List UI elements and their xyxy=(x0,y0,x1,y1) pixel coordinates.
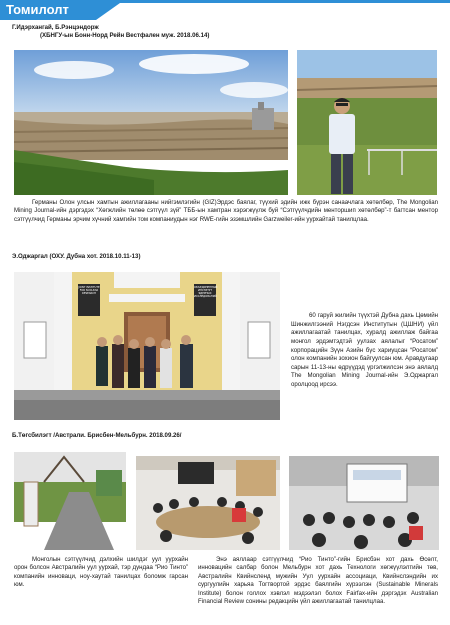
sign-left: JOINT INSTITUTE FOR NUCLEAR RESEARCH xyxy=(78,286,100,296)
s3-caption-left: Монголын сэтгүүлчид дэлхийн шилдэг уул уурхайн орон болсон Австралийн уул уурхай, тэр дундаа “Рио Тинто” компанийн инноваци, ноу-хаутай танилцах боломж гарсан юм. xyxy=(14,556,188,589)
s2-body: 60 гаруй жилийн түүхтэй Дубна дахь Цөмийн Шинжилгээний Нэгдсэн Институтын (ЦШНИ) үйл ажиллагаатай танилцах, хуралд ажиллаж байгаа монгол эрдэмтэдтэй уулзах аялалыг “Росатом” корпорацийн Зүүн Азийн бүс хариуцсан “Росатом” олон компанийн зохион байгуулсан юм. Аравдугаар сарын 11-13-ны өдрүүдэд үргэлжилсэн энэ аялалд The Mongolian Mining Journal-ийн Э.Оджаргал оролцоод ирсээ. xyxy=(291,312,438,389)
s2-heading: Э.Оджаргал (ОХУ. Дубна хот. 2018.10.11-13) xyxy=(12,253,141,260)
s1-authors: Г.Идэрхангай, Б.Рэнцэндорж xyxy=(12,24,99,31)
photo-outdoor-campus xyxy=(14,452,126,550)
s3-heading: Б.Төгсбилэгт /Австрали. Брисбен-Мельбурн. 2018.09.26/ xyxy=(12,432,182,439)
section-banner xyxy=(0,0,450,20)
photo-journalist-at-mine xyxy=(297,50,437,195)
s3-caption-right: Энэ аяллаар сэтгүүлчид “Рио Тинто”-гийн Брисбэн хот дахь Өсөлт, инновацийн салбар болон Мельбурн хот дахь Технологи хөгжүүлэлтийн төв, Австралийн Квийнсленд мужийн Уул уурхайн ассоциаци, Квийнслэндийн их сургуулийн харьяа Тогтвортой эрдэс баялгийн хүрээлэн (Sustainable Minerals Institute) болон голлох хэвлэл мэдээлэл болох Fairfax-ийн дэргэдэх Australian Financial Review сонины редакцийн үйл ажиллагаатай танилцлаа. xyxy=(198,556,438,606)
photo-jinr-building xyxy=(14,272,280,420)
s1-body: Германы Олон улсын хамтын ажиллагааны нийгэмлэгийн (GIZ)Эрдэс баялаг, түүхий эдийн ижк бүрэн санаачлага хөтөлбөр, The Mongolian Mining Journal-ийн дэргэдэх “Хөгжлийн төлөө сэтгүүл зүй” ТББ-ын хамтран хэрэгжүүлж буй “Сэтгүүлчдийн менторшип хөтөлбөр”-т багтсан ментор сэтгүүлчид Германы эрчим хүчний хамгийн том компаниудын нэг RWE-гийн эзэмшлийн Garzweiler-ийн уурхайтай танилцлаа. xyxy=(14,199,438,223)
page-title: Томилолт xyxy=(6,2,69,17)
photo-meeting-room xyxy=(136,456,280,550)
sign-right: ОБЪЕДИНЕННЫЙ ИНСТИТУТ ЯДЕРНЫХ ИССЛЕДОВАНИЙ xyxy=(194,286,218,299)
photo-open-pit-mine xyxy=(14,50,288,195)
photo-presentation xyxy=(289,456,439,550)
s1-affiliation: (ХБНГУ-ын Бонн-Норд Рейн Вестфален муж. 2018.06.14) xyxy=(40,32,210,39)
